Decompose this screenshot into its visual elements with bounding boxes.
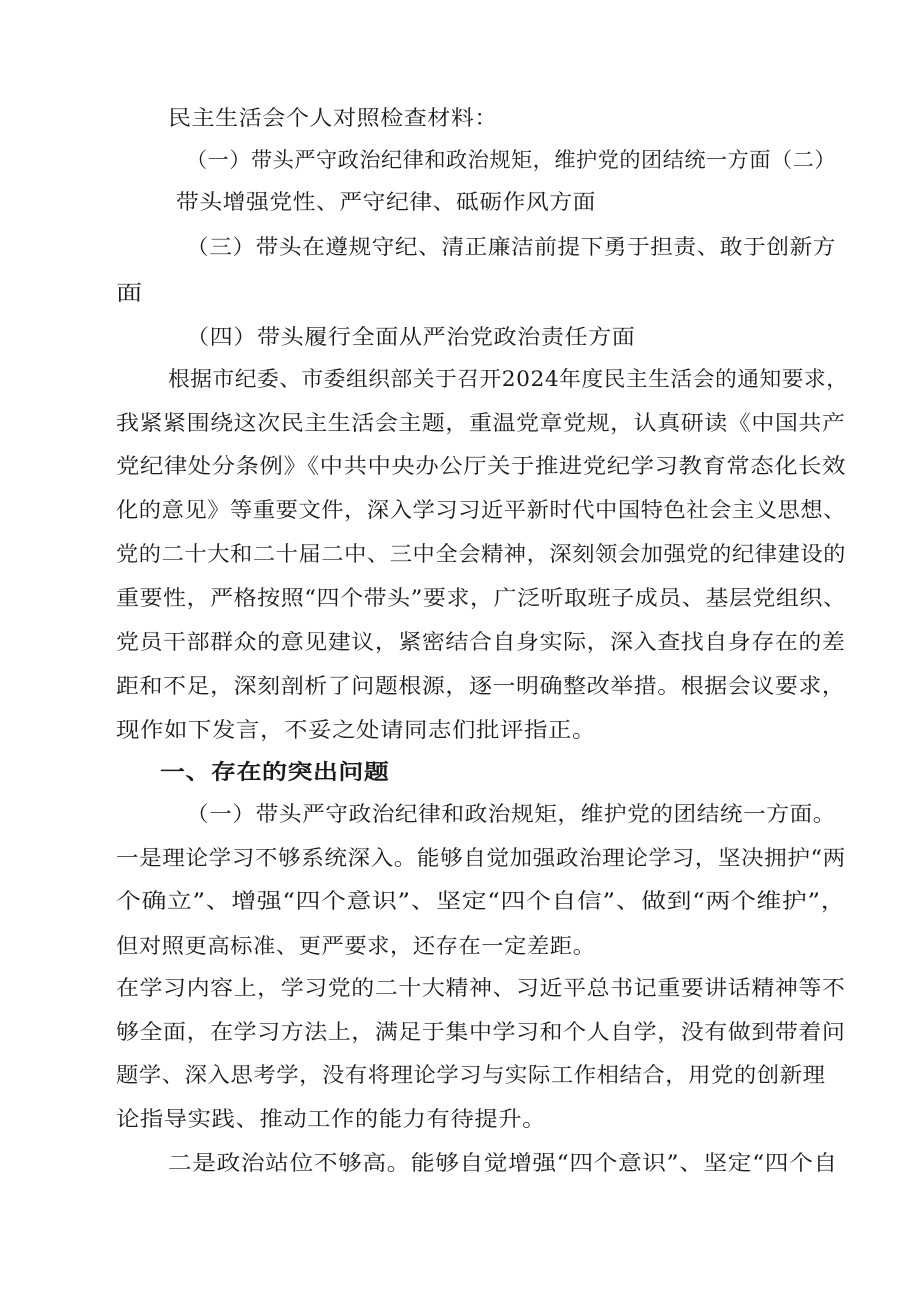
text-line: （四）带头履行全面从严治党政治责任方面 bbox=[186, 325, 636, 349]
text-line: 二是政治站位不够高。能够自觉增强“四个意识”、坚定“四个自 bbox=[168, 1151, 838, 1175]
text-line: 论指导实践、推动工作的能力有待提升。 bbox=[116, 1107, 546, 1131]
text-line: 现作如下发言，不妥之处请同志们批评指正。 bbox=[116, 718, 596, 742]
text-line: 党的二十大和二十届二中、三中全会精神，深刻领会加强党的纪律建设的 bbox=[116, 542, 846, 566]
text-line: 够全面，在学习方法上，满足于集中学习和个人自学，没有做到带着问 bbox=[116, 1020, 846, 1044]
text-line: 一是理论学习不够系统深入。能够自觉加强政治理论学习，坚决拥护“两 bbox=[116, 846, 846, 870]
text-line: 我紧紧围绕这次民主生活会主题，重温党章党规，认真研读《中国共产 bbox=[116, 411, 846, 435]
text-line: （一）带头严守政治纪律和政治规矩，维护党的团结统一方面（二） bbox=[186, 148, 836, 172]
text-line: 距和不足，深刻剖析了问题根源，逐一明确整改举措。根据会议要求， bbox=[116, 674, 846, 698]
text-line: （三）带头在遵规守纪、清正廉洁前提下勇于担责、敢于创新方 bbox=[186, 235, 836, 259]
text-line: 带头增强党性、严守纪律、砥砺作风方面 bbox=[176, 190, 596, 214]
text-line: 在学习内容上，学习党的二十大精神、习近平总书记重要讲话精神等不 bbox=[116, 976, 846, 1000]
text-line: 面 bbox=[116, 281, 143, 305]
text-line: 题学、深入思考学，没有将理论学习与实际工作相结合，用党的创新理 bbox=[116, 1063, 826, 1087]
text-line: 党纪律处分条例》《中共中央办公厅关于推进党纪学习教育常态化长效 bbox=[116, 454, 846, 478]
document-title: 民主生活会个人对照检查材料： bbox=[168, 106, 498, 130]
text-line: 重要性，严格按照“四个带头”要求，广泛听取班子成员、基层党组织、 bbox=[116, 586, 847, 610]
section-heading: 一、存在的突出问题 bbox=[160, 760, 390, 784]
text-line: 但对照更高标准、更严要求，还存在一定差距。 bbox=[116, 934, 596, 958]
text-line: 党员干部群众的意见建议，紧密结合自身实际，深入查找自身存在的差 bbox=[116, 630, 846, 654]
text-line: 化的意见》等重要文件，深入学习习近平新时代中国特色社会主义思想、 bbox=[116, 498, 846, 522]
text-line: 个确立”、增强“四个意识”、坚定“四个自信”、做到“两个维护”， bbox=[116, 889, 847, 913]
subsection-heading: （一）带头严守政治纪律和政治规矩，维护党的团结统一方面。 bbox=[186, 802, 836, 826]
text-line: 根据市纪委、市委组织部关于召开2024年度民主生活会的通知要求， bbox=[168, 367, 849, 391]
